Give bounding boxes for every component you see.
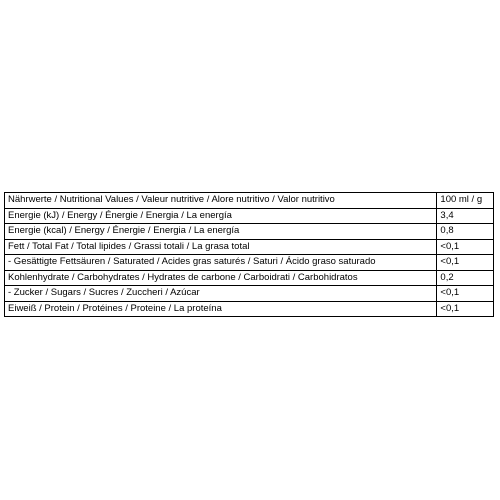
table-row <box>5 239 494 255</box>
table-row <box>5 193 494 209</box>
table-row <box>5 286 494 302</box>
nutrient-label: - Zucker / Sugars / Sucres / Zuccheri / Azúcar <box>5 286 437 302</box>
nutrient-value: 100 ml / g <box>437 193 494 209</box>
nutrient-label: Kohlenhydrate / Carbohydrates / Hydrates de carbone / Carboidrati / Carbohidratos <box>5 270 437 286</box>
nutrient-label: Energie (kJ) / Energy / Énergie / Energia / La energía <box>5 208 437 224</box>
nutrient-value: <0,1 <box>437 255 494 271</box>
nutrient-value: <0,1 <box>437 301 494 317</box>
table-row <box>5 255 494 271</box>
table-row <box>5 270 494 286</box>
nutrient-value: <0,1 <box>437 239 494 255</box>
table-row <box>5 224 494 240</box>
nutrient-value: <0,1 <box>437 286 494 302</box>
nutrient-label: Eiweiß / Protein / Protéines / Proteine / La proteína <box>5 301 437 317</box>
table-row <box>5 301 494 317</box>
nutrient-label: Nährwerte / Nutritional Values / Valeur nutritive / Alore nutritivo / Valor nutritivo <box>5 193 437 209</box>
nutrient-value: 0,2 <box>437 270 494 286</box>
table-row <box>5 208 494 224</box>
nutrient-label: Fett / Total Fat / Total lipides / Grassi totali / La grasa total <box>5 239 437 255</box>
nutrient-value: 0,8 <box>437 224 494 240</box>
nutrition-table <box>4 192 494 317</box>
nutrient-label: - Gesättigte Fettsäuren / Saturated / Acides gras saturés / Saturi / Ácido graso saturado <box>5 255 437 271</box>
nutrient-value: 3,4 <box>437 208 494 224</box>
nutrient-label: Energie (kcal) / Energy / Énergie / Energia / La energía <box>5 224 437 240</box>
